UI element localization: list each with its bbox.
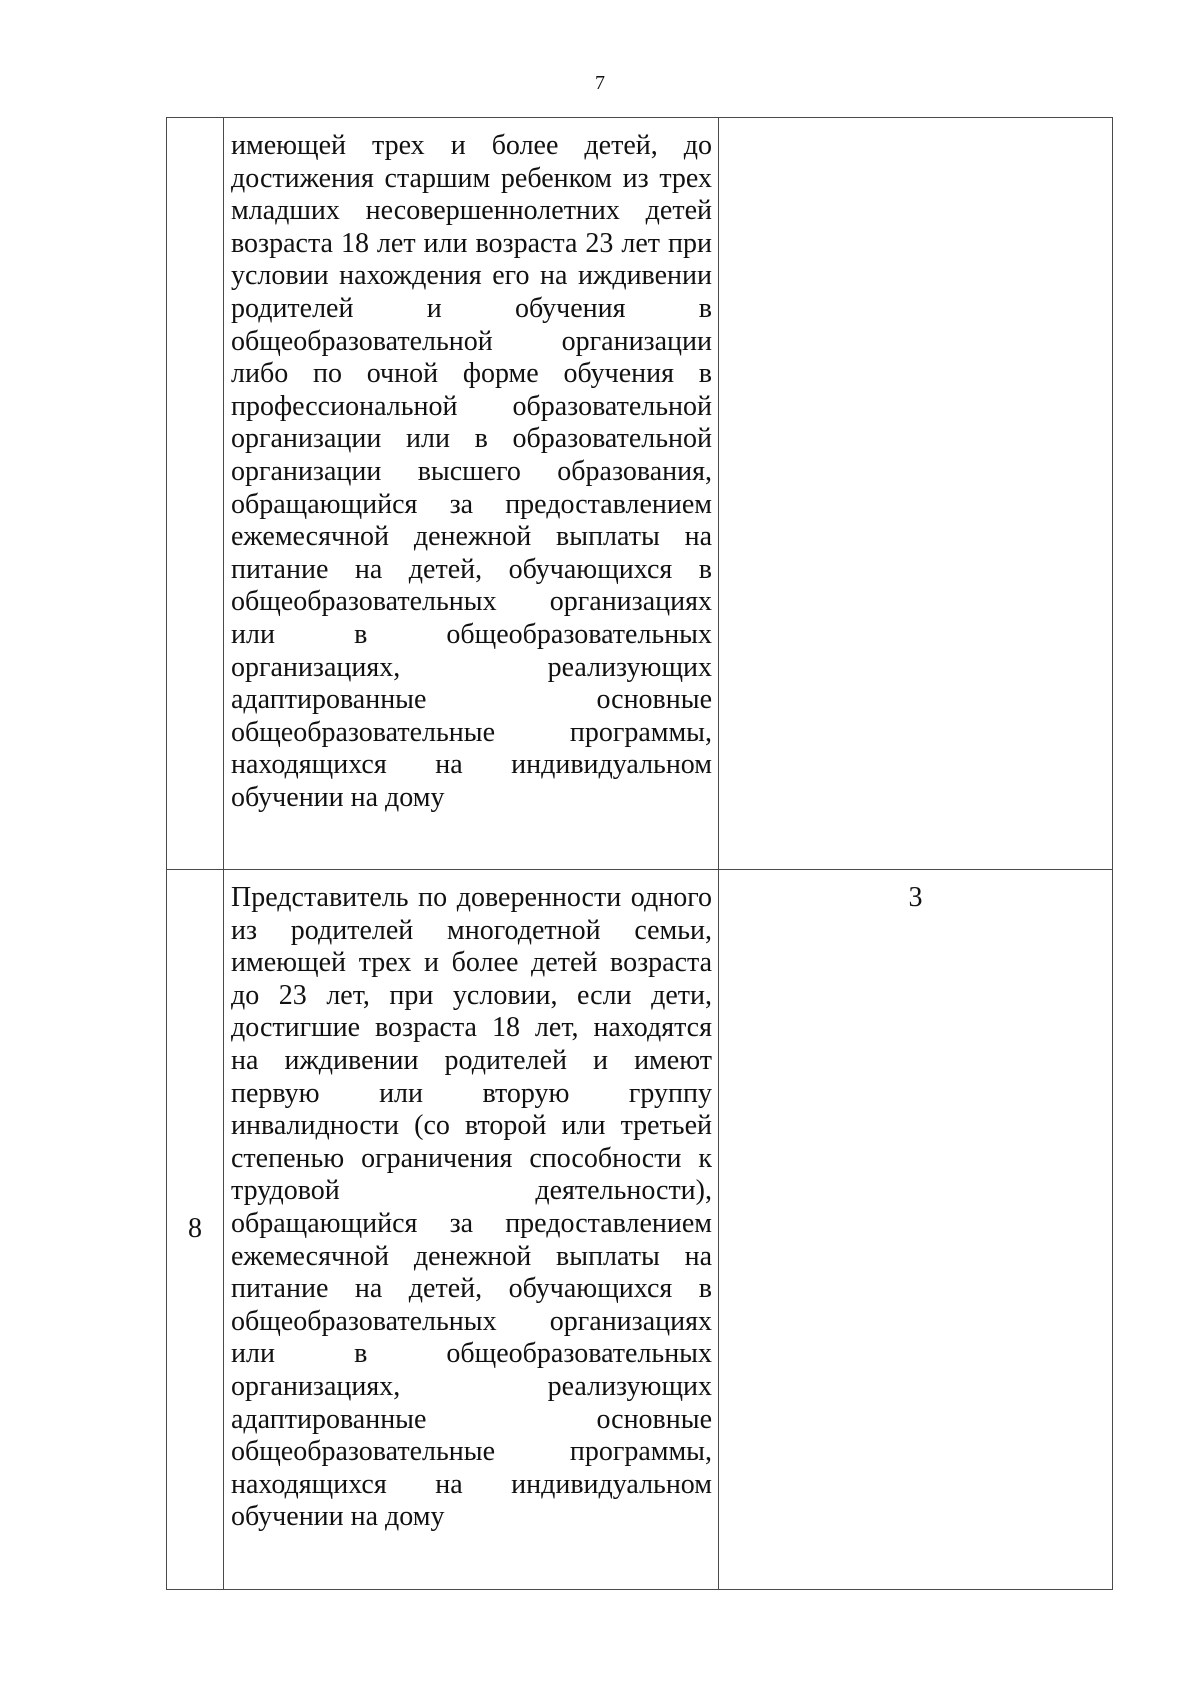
table-row [167,870,1113,1590]
row-description-cell: имеющей трех и более детей, до достижения старшим ребенком из трех младших несовершеннолетних детей возраста 18 лет или возраста 23 лет при условии нахождения его на иждивении родителей и обучения в общеобразовательной организации либо по очной форме обучения в профессиональной образовательной организации или в образовательной организации высшего образования, обращающийся за предоставлением ежемесячной денежной выплаты на питание на детей, обучающихся в общеобразовательных организациях или в общеобразовательных организациях, реализующих адаптированные основные общеобразовательные программы, находящихся на индивидуальном обучении на дому [224,118,719,870]
row-number-cell: 8 [167,870,224,1590]
row-number-cell [167,118,224,870]
row-value-cell [719,118,1113,870]
document-table [166,117,1113,1590]
page-number: 7 [595,72,605,94]
row-description-cell: Представитель по доверенности одного из родителей многодетной семьи, имеющей трех и более детей возраста до 23 лет, при условии, если дети, достигшие возраста 18 лет, находятся на иждивении родителей и имеют первую или вторую группу инвалидности (со второй или третьей степенью ограничения способности к трудовой деятельности), обращающийся за предоставлением ежемесячной денежной выплаты на питание на детей, обучающихся в общеобразовательных организациях или в общеобразовательных организациях, реализующих адаптированные основные общеобразовательные программы, находящихся на индивидуальном обучении на дому [224,870,719,1590]
table-row [167,118,1113,870]
row-value-cell: 3 [719,870,1113,1590]
